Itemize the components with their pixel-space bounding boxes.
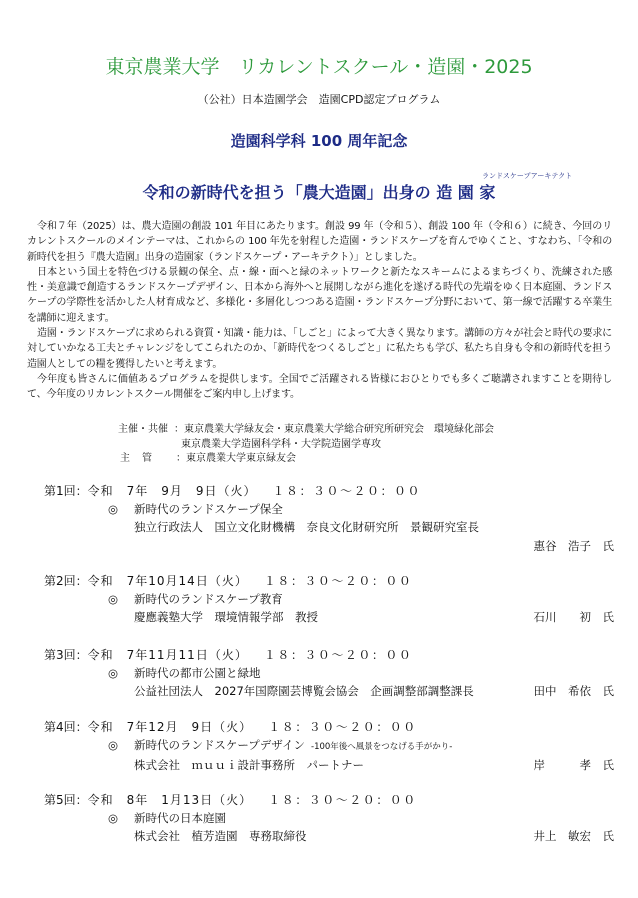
lecturer-row (44, 682, 614, 700)
lecturer-row (44, 608, 614, 626)
intro-paragraph: 今年度も皆さんに価値あるプログラムを提供します。全国でご活躍される皆様におひとりでも多くご聴講されますことを期待して、今年度のリカレントスクール開催をご案内申し上げます。 (27, 373, 612, 401)
session-time: １８：３０～２０：００ (268, 793, 417, 807)
session-schedule (44, 571, 614, 591)
session-schedule (44, 717, 614, 737)
cpd-subtitle: （公社）日本造園学会 造園CPD認定プログラム (197, 93, 441, 106)
lecturer-row (44, 756, 614, 774)
session-number: 第5回： (44, 793, 88, 807)
theme-title: 新時代の日本庭園 (134, 811, 226, 825)
session-date: 令和 7年10月14日（火） (87, 574, 248, 588)
organizers (118, 423, 494, 467)
session-number: 第3回： (44, 648, 88, 662)
session-5 (44, 790, 614, 845)
main-headline: 令和の新時代を担う「農大造園」出身の 造 園 家 (142, 183, 496, 202)
session-time: １８：３０～２０：００ (272, 484, 422, 498)
session-1 (44, 481, 614, 556)
intro-paragraph: 令和７年（2025）は、農大造園の創設 101 年目にあたります。創設 99 年（令和５）、創設 100 年（令和６）に続き、今回のリカレントスクールのメインテーマは、これからの 100 年先を射程した造園・ランドスケープを育んでゆくこと、すなわち、「令和の新時代を担う『農大造園』出身の造園家（ランドスケープ・アーキテクト）」としました。 (27, 221, 612, 263)
bullet-icon: ◎ (108, 502, 119, 516)
bullet-icon: ◎ (108, 738, 119, 752)
session-date: 令和 7年 9月 9日（火） (87, 484, 257, 498)
page-title: 東京農業大学 リカレントスクール・造園・2025 (105, 56, 533, 78)
host-value: ：東京農業大学緑友会・東京農業大学総合研究所研究会 環境緑化部会 (174, 424, 494, 435)
theme-subtitle: -100年後へ風景をつなげる手がかり- (311, 742, 453, 752)
session-number: 第2回： (44, 574, 88, 588)
session-3 (44, 645, 614, 700)
session-time: １８：３０～２０：００ (263, 648, 413, 662)
centennial-heading: 造園科学科 100 周年記念 (230, 132, 408, 150)
session-date: 令和 7年12月 9日（火） (87, 720, 253, 734)
bullet-icon: ◎ (108, 592, 119, 606)
session-number: 第1回： (44, 484, 88, 498)
session-theme (108, 665, 614, 682)
lecturer-row (44, 518, 614, 536)
lecturer-row (44, 827, 614, 845)
lecturer-affiliation: 独立行政法人 国立文化財機構 奈良文化財研究所 景観研究室長 (134, 520, 479, 534)
theme-title: 新時代のランドスケープ保全 (134, 502, 283, 516)
intro-paragraph: 造園・ランドスケープに求められる資質・知識・能力は、「しごと」によって大きく異なります。講師の方々が社会と時代の要求に対していかなる工夫とチャレンジをしてこられたのか、「新時代をつくるしごと」に私たちも学び、私たち自身も令和の新時代を担う造園人としての糧を獲得したいと考えます。 (27, 328, 612, 370)
session-number: 第4回： (44, 720, 88, 734)
session-theme (108, 737, 614, 756)
theme-title: 新時代の都市公園と緑地 (134, 666, 261, 680)
host-value-2: 東京農業大学造園科学科・大学院造園学専攻 (181, 438, 381, 450)
session-schedule (44, 645, 614, 665)
lecturer-name: 石川 初 氏 (533, 610, 614, 624)
bullet-icon: ◎ (108, 811, 119, 825)
session-4 (44, 717, 614, 774)
session-time: １８：３０～２０：００ (268, 720, 417, 734)
session-date: 令和 8年 1月13日（火） (87, 793, 253, 807)
session-date: 令和 7年11月11日（火） (87, 648, 248, 662)
theme-title: 新時代のランドスケープ教育 (134, 592, 283, 606)
lecturer-name: 岸 孝 氏 (533, 758, 614, 772)
lecturer-affiliation: 公益社団法人 2027年国際園芸博覧会協会 企画調整部調整課長 (134, 684, 474, 698)
session-2 (44, 571, 614, 626)
sponsor-value: ：東京農業大学東京緑友会 (176, 453, 296, 464)
lecturer-name: 惠谷 浩子 氏 (533, 539, 614, 553)
session-schedule (44, 481, 614, 501)
session-theme (108, 810, 614, 827)
sponsor-label: 主管 (120, 453, 164, 464)
intro-paragraph: 日本という国土を特色づける景観の保全、点・線・面へと緑のネットワークと新たなスキームによるまちづくり、洗練された感性・美意識で創造するランドスケープデザイン、日本から海外へと展開しながら進化を遂げる時代の先端をゆく日本庭園、ランドスケープの学際性を活かした人材育成など、多様化・多層化しつつある造園・ランドスケープ分野において、第一線で活躍する卒業生を講師に迎えます。 (27, 266, 612, 324)
host-row-2 (118, 438, 494, 453)
theme-title: 新時代のランドスケープデザイン (134, 738, 306, 752)
lecturer-name: 井上 敏宏 氏 (533, 829, 614, 843)
session-schedule (44, 790, 614, 810)
bullet-icon: ◎ (108, 666, 119, 680)
intro-text (27, 219, 612, 403)
session-theme (108, 501, 614, 518)
sponsor-row (118, 452, 494, 467)
session-time: １８：３０～２０：００ (263, 574, 413, 588)
lecturer-affiliation: 慶應義塾大学 環境情報学部 教授 (134, 610, 318, 624)
session-theme (108, 591, 614, 608)
host-label: 主催・共催 (118, 424, 168, 435)
lecturer-name: 田中 希依 氏 (533, 684, 614, 698)
ruby-annotation: ランドスケープアーキテクト (482, 172, 573, 180)
host-row (118, 423, 494, 438)
lecturer-affiliation: 株式会社 植芳造園 専務取締役 (134, 829, 307, 843)
lecturer-affiliation: 株式会社 ｍｕｕｉ設計事務所 パートナー (134, 758, 364, 772)
